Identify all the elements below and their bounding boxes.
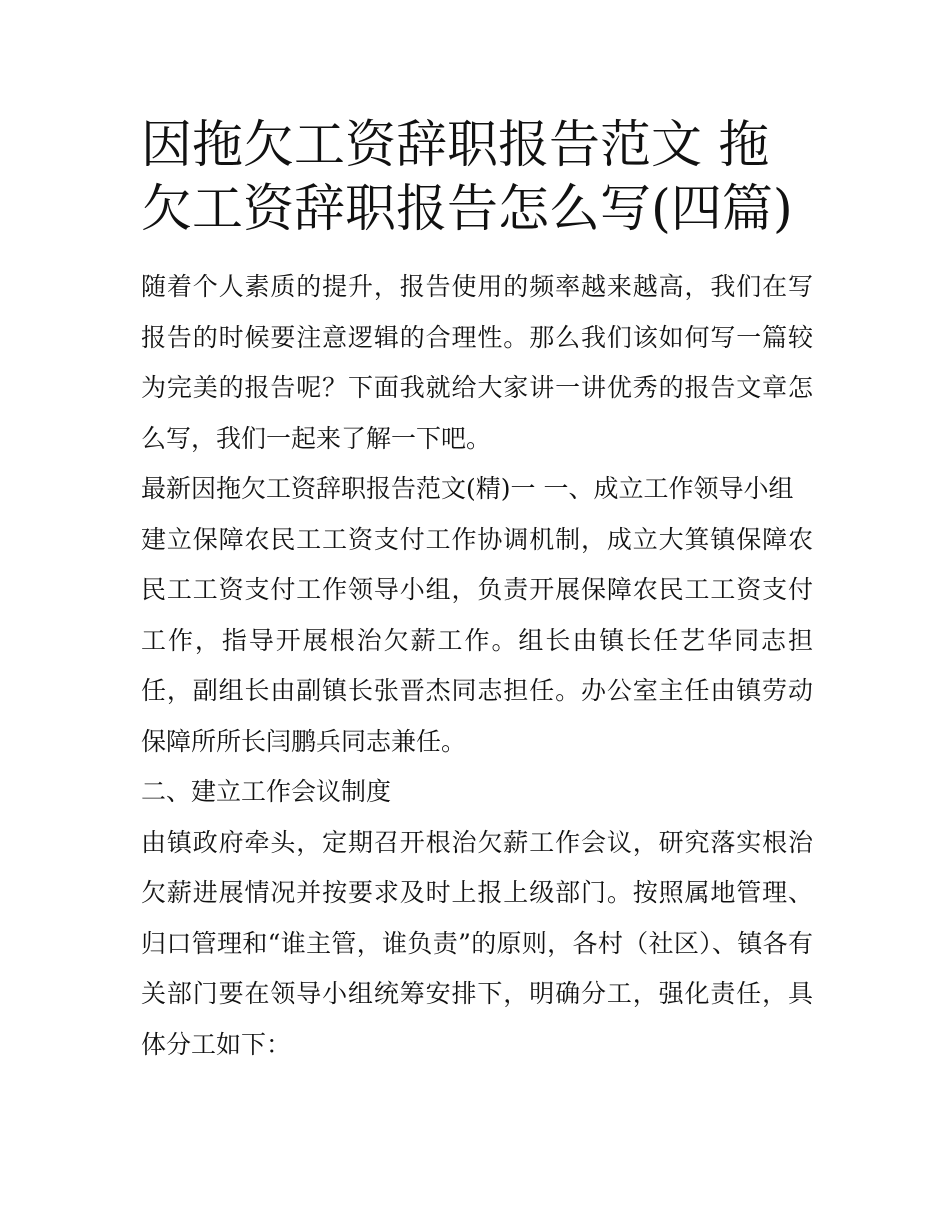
document-title: 因拖欠工资辞职报告范文 拖欠工资辞职报告怎么写(四篇) [141, 116, 793, 239]
body-paragraph-1: 建立保障农民工工资支付工作协调机制，成立大箕镇保障农民工工资支付工作领导小组，负责开展保障农民工工资支付工作，指导开展根治欠薪工作。组长由镇长任艺华同志担任，副组长由副镇长张晋杰同志担任。办公室主任由镇劳动保障所所长闫鹏兵同志兼任。 [141, 524, 813, 756]
intro-paragraph: 随着个人素质的提升，报告使用的频率越来越高，我们在写报告的时候要注意逻辑的合理性。那么我们该如何写一篇较为完美的报告呢？下面我就给大家讲一讲优秀的报告文章怎么写，我们一起来了解一下吧。 [141, 272, 813, 453]
body-paragraph-2: 由镇政府牵头，定期召开根治欠薪工作会议，研究落实根治欠薪进展情况并按要求及时上报上级部门。按照属地管理、归口管理和“谁主管，谁负责”的原则，各村（社区）、镇各有关部门要在领导小组统筹安排下，明确分工，强化责任，具体分工如下： [141, 827, 813, 1059]
section-heading-1: 最新因拖欠工资辞职报告范文(精)一 一、成立工作领导小组 [141, 474, 794, 503]
section-heading-2: 二、建立工作会议制度 [141, 777, 392, 806]
document-body [141, 114, 813, 1070]
